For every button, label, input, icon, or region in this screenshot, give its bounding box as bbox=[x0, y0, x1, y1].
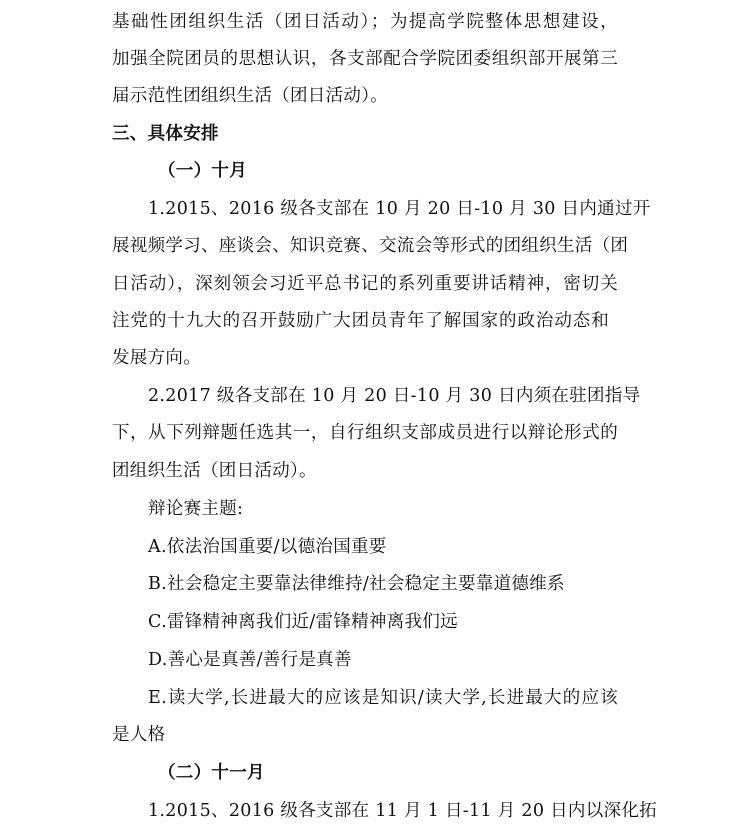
october-item2-line-1: 2.2017 级各支部在 10 月 20 日-10 月 30 日内须在驻团指导 bbox=[148, 386, 641, 406]
october-item1-line-3: 日活动），深刻领会习近平总书记的系列重要讲话精神，密切关 bbox=[112, 274, 618, 294]
october-item1-line-5: 发展方向。 bbox=[112, 348, 201, 368]
intro-line-3: 届示范性团组织生活（团日活动）。 bbox=[112, 86, 389, 106]
section-heading: 三、具体安排 bbox=[112, 124, 219, 144]
october-item1-line-4: 注党的十九大的召开鼓励广大团员青年了解国家的政治动态和 bbox=[112, 311, 609, 331]
debate-topic-b: B.社会稳定主要靠法律维持/社会稳定主要靠道德维系 bbox=[148, 574, 565, 594]
debate-topic-d: D.善心是真善/善行是真善 bbox=[148, 650, 352, 670]
october-heading: （一）十月 bbox=[158, 161, 247, 181]
october-item1-line-1: 1.2015、2016 级各支部在 10 月 20 日-10 月 30 日内通过开 bbox=[148, 199, 651, 219]
debate-label: 辩论赛主题: bbox=[148, 499, 244, 519]
november-item1-line-1: 1.2015、2016 级各支部在 11 月 1 日-11 月 20 日内以深化拓 bbox=[148, 801, 657, 821]
october-item2-line-2: 下，从下列辩题任选其一，自行组织支部成员进行以辩论形式的 bbox=[112, 423, 618, 443]
debate-topic-e-line-1: E.读大学,长进最大的应该是知识/读大学,长进最大的应该 bbox=[148, 688, 618, 708]
intro-line-1: 基础性团组织生活（团日活动）；为提高学院整体思想建设， bbox=[112, 12, 618, 32]
debate-topic-a: A.依法治国重要/以德治国重要 bbox=[148, 537, 387, 557]
october-item2-line-3: 团组织生活（团日活动）。 bbox=[112, 461, 317, 481]
debate-topic-e-line-2: 是人格 bbox=[112, 725, 166, 745]
debate-topic-c: C.雷锋精神离我们近/雷锋精神离我们远 bbox=[148, 612, 458, 632]
november-heading: （二）十一月 bbox=[158, 763, 265, 783]
october-item1-line-2: 展视频学习、座谈会、知识竞赛、交流会等形式的团组织生活（团 bbox=[112, 236, 629, 256]
intro-line-2: 加强全院团员的思想认识，各支部配合学院团委组织部开展第三 bbox=[112, 49, 618, 69]
